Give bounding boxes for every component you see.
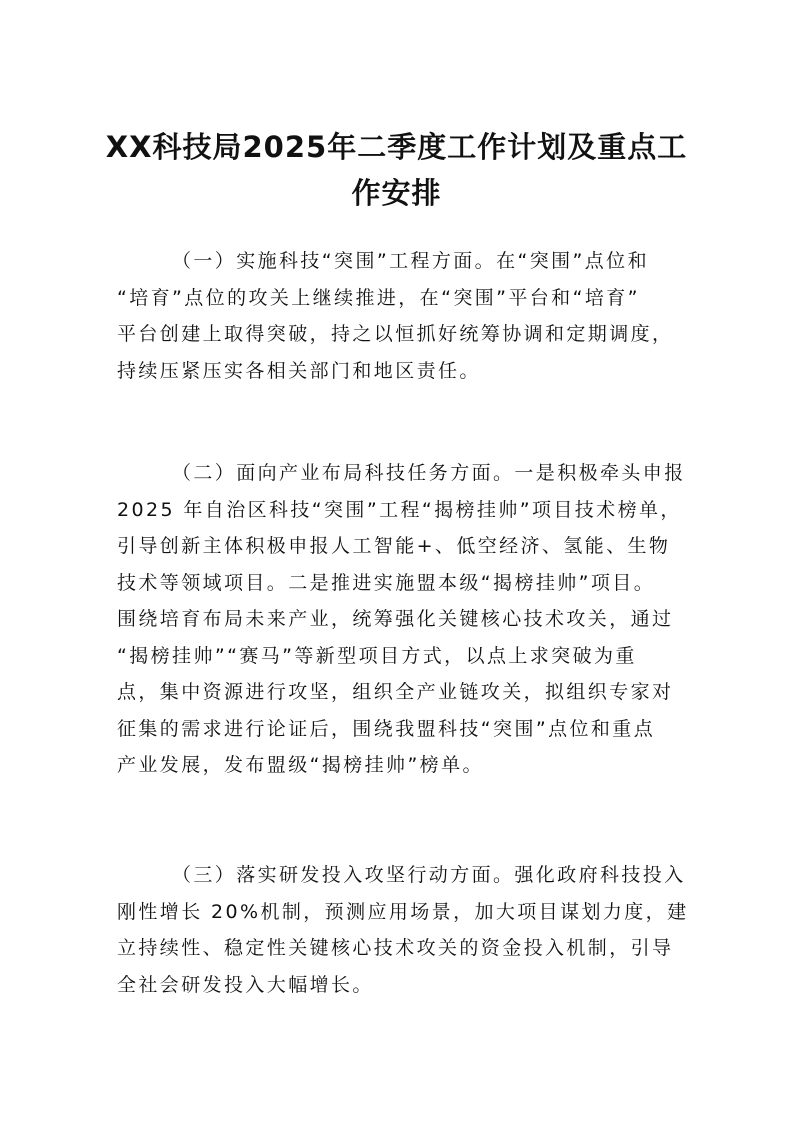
paragraph-line: （二）面向产业布局科技任务方面。一是积极牵头申报 — [172, 462, 686, 484]
paragraph-line: 引导创新主体积极申报人工智能+、低空经济、氢能、生物 — [117, 535, 671, 557]
paragraph-line: 平台创建上取得突破，持之以恒抓好统筹协调和定期调度， — [117, 323, 674, 345]
paragraph-line: 点，集中资源进行攻坚，组织全产业链攻关，拟组织专家对 — [117, 681, 674, 703]
paragraph-line: 立持续性、稳定性关键核心技术攻关的资金投入机制，引导 — [117, 937, 674, 959]
paragraph-line: 产业发展，发布盟级“揭榜挂帅”榜单。 — [117, 754, 484, 776]
paragraph-section-3 — [117, 857, 687, 1003]
paragraph-section-2 — [117, 455, 687, 784]
paragraph-line: 2025 年自治区科技“突围”工程“揭榜挂帅”项目技术榜单， — [117, 498, 682, 521]
paragraph-line: 持续压紧压实各相关部门和地区责任。 — [117, 359, 481, 382]
paragraph-line: 围绕培育布局未来产业，统筹强化关键核心技术攻关，通过 — [117, 608, 674, 630]
paragraph-line: 刚性增长 20%机制，预测应用场景，加大项目谋划力度，建 — [117, 900, 689, 923]
title-line: XX科技局2025年二季度工作计划及重点工 — [105, 130, 688, 164]
paragraph-line: “揭榜挂帅”“赛马”等新型项目方式，以点上求突破为重 — [117, 644, 637, 667]
paragraph-line: “培育”点位的攻关上继续推进，在“突围”平台和“培育” — [117, 286, 640, 309]
paragraph-line: 征集的需求进行论证后，围绕我盟科技“突围”点位和重点 — [117, 717, 656, 740]
document-title — [90, 124, 703, 216]
paragraph-line: （一）实施科技“突围”工程方面。在“突围”点位和 — [172, 250, 649, 272]
paragraph-line: 技术等领域项目。二是推进实施盟本级“揭榜挂帅”项目。 — [117, 571, 656, 594]
paragraph-line: 全社会研发投入大幅增长。 — [117, 973, 374, 996]
title-line: 作安排 — [351, 176, 442, 210]
paragraph-section-1 — [117, 243, 687, 389]
paragraph-line: （三）落实研发投入攻坚行动方面。强化政府科技投入 — [172, 864, 686, 886]
